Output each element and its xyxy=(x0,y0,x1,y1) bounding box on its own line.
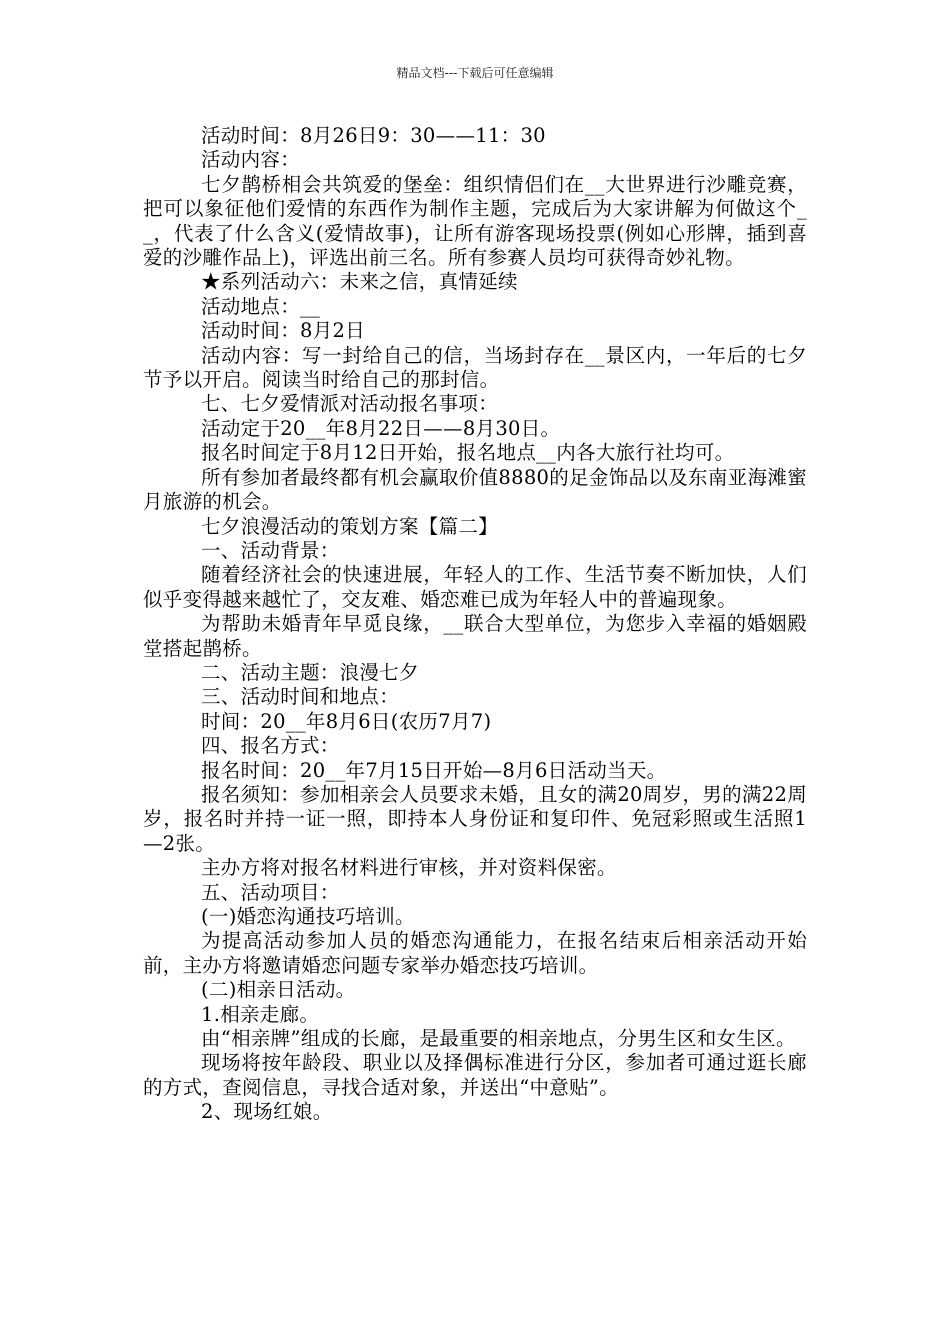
paragraph: 所有参加者最终都有机会赢取价值8880的足金饰品以及东南亚海滩蜜月旅游的机会。 xyxy=(143,465,807,514)
paragraph: 主办方将对报名材料进行审核，并对资料保密。 xyxy=(201,856,617,880)
paragraph: 一、活动背景： xyxy=(201,538,340,562)
paragraph: 报名时间：20__年7月15日开始—8月6日活动当天。 xyxy=(201,758,667,782)
paragraph: 七、七夕爱情派对活动报名事项： xyxy=(201,392,499,416)
paragraph: 随着经济社会的快速进展，年轻人的工作、生活节奏不断加快，人们似乎变得越来越忙了，交友难、婚恋难已成为年轻人中的普遍现象。 xyxy=(143,563,807,611)
paragraph: 由“相亲牌”组成的长廊，是最重要的相亲地点，分男生区和女生区。 xyxy=(201,1027,796,1051)
paragraph: 五、活动项目： xyxy=(201,880,340,904)
paragraph: 报名须知：参加相亲会人员要求未婚，且女的满20周岁，男的满22周岁，报名时并持一证一照，即持本人身份证和复印件、免冠彩照或生活照1—2张。 xyxy=(143,782,807,855)
paragraph: 四、报名方式： xyxy=(201,734,340,758)
paragraph: 七夕鹊桥相会共筑爱的堡垒：组织情侣们在__大世界进行沙雕竞赛，把可以象征他们爱情的东西作为制作主题，完成后为大家讲解为何做这个__，代表了什么含义(爱情故事)，让所有游客现场投票(例如心形牌，插到喜爱的沙雕作品上)，评选出前三名。所有参赛人员均可获得奇妙礼物。 xyxy=(143,172,807,270)
paragraph: 现场将按年龄段、职业以及择偶标准进行分区，参加者可通过逛长廊的方式，查阅信息，寻找合适对象，并送出“中意贴”。 xyxy=(143,1051,807,1099)
document-body xyxy=(143,124,807,1125)
paragraph: 活动时间：8月26日9：30——11：30 xyxy=(201,124,546,147)
paragraph: (一)婚恋沟通技巧培训。 xyxy=(201,905,415,928)
paragraph: 时间：20__年8月6日(农历7月7) xyxy=(201,709,492,733)
paragraph: 2、现场红娘。 xyxy=(201,1100,333,1124)
paragraph: 二、活动主题：浪漫七夕 xyxy=(201,660,419,684)
paragraph: 活动内容：写一封给自己的信，当场封存在__景区内，一年后的七夕节予以开启。阅读当时给自己的那封信。 xyxy=(143,343,807,392)
section-title: 七夕浪漫活动的策划方案【篇二】 xyxy=(201,514,499,538)
paragraph: (二)相亲日活动。 xyxy=(201,978,356,1002)
paragraph: 活动地点：__ xyxy=(201,294,321,318)
paragraph: 三、活动时间和地点： xyxy=(201,685,400,709)
paragraph: 为帮助未婚青年早觅良缘，__联合大型单位，为您步入幸福的婚姻殿堂搭起鹊桥。 xyxy=(143,612,807,660)
paragraph: 报名时间定于8月12日开始，报名地点__内各大旅行社均可。 xyxy=(201,441,735,465)
paragraph: 1.相亲走廊。 xyxy=(201,1002,320,1026)
paragraph: ★系列活动六：未来之信，真情延续 xyxy=(201,270,518,294)
paragraph: 活动时间：8月2日 xyxy=(201,319,366,343)
paragraph: 为提高活动参加人员的婚恋沟通能力，在报名结束后相亲活动开始前，主办方将邀请婚恋问题专家举办婚恋技巧培训。 xyxy=(143,929,807,977)
paragraph: 活动定于20__年8月22日——8月30日。 xyxy=(201,416,561,440)
paragraph: 活动内容： xyxy=(201,148,301,172)
page-header: 精品文档---下载后可任意编辑 xyxy=(396,66,554,80)
